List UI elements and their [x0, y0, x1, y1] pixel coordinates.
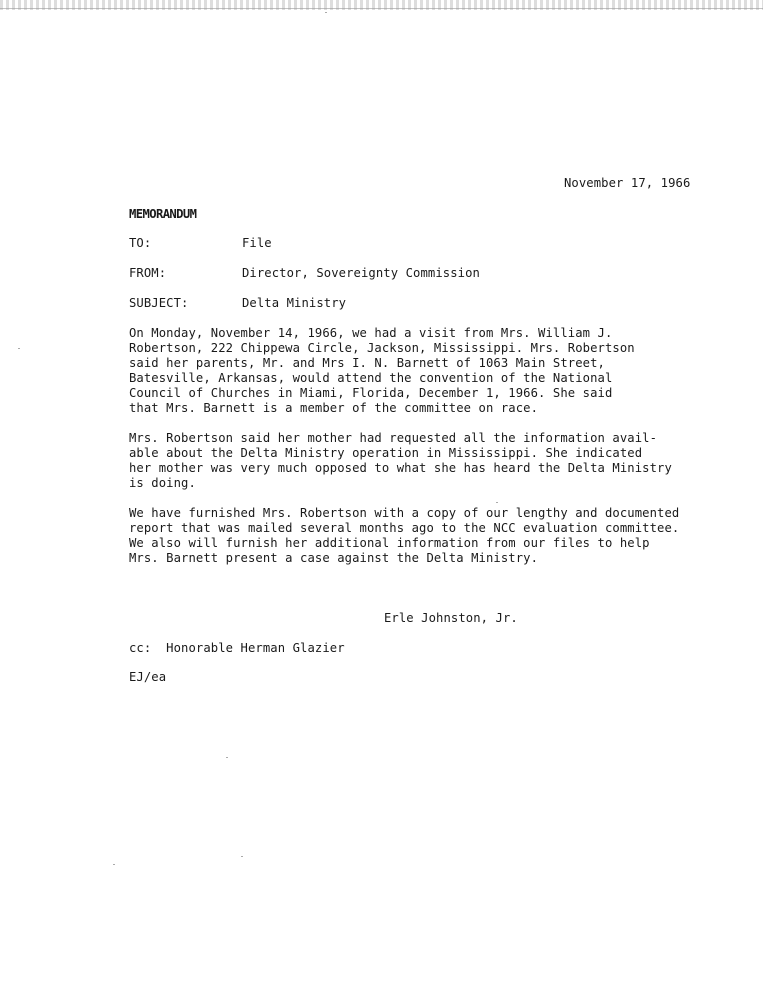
- scan-top-edge-line: [0, 8, 763, 9]
- from-value: Director, Sovereignty Commission: [242, 266, 480, 280]
- memo-type-label: MEMORANDUM: [129, 207, 197, 221]
- scan-speck: [226, 757, 228, 758]
- to-label: TO:: [129, 236, 152, 250]
- scan-speck: [496, 502, 498, 503]
- memo-date: November 17, 1966: [564, 176, 691, 190]
- to-value: File: [242, 236, 272, 250]
- subject-label: SUBJECT:: [129, 296, 189, 310]
- scan-speck: [241, 856, 243, 857]
- scan-speck: [18, 348, 20, 349]
- subject-value: Delta Ministry: [242, 296, 347, 310]
- body-paragraph-1: On Monday, November 14, 1966, we had a visit from Mrs. William J. Robertson, 222 Chippewa Circle, Jackson, Mississippi. Mrs. Robertson said her parents, Mr. and Mrs I. N. Barnett of 1063 Main Street, Batesville, Arkansas, would attend the convention of the National Council of Churches in Miami, Florida, December 1, 1966. She said that Mrs. Barnett is a member of the committee on race.: [129, 326, 635, 415]
- from-label: FROM:: [129, 266, 167, 280]
- body-paragraph-2: Mrs. Robertson said her mother had requested all the information avail- able about the Delta Ministry operation in Mississippi. She indicated her mother was very much opposed to what she has heard the Delta Ministry is doing.: [129, 431, 672, 490]
- body-paragraph-3: We have furnished Mrs. Robertson with a copy of our lengthy and documented report that was mailed several months ago to the NCC evaluation committee. We also will furnish her additional information from our files to help Mrs. Barnett present a case against the Delta Ministry.: [129, 506, 680, 565]
- cc-line: cc: Honorable Herman Glazier: [129, 641, 345, 655]
- signature-line: Erle Johnston, Jr.: [384, 611, 518, 625]
- scan-speck: [113, 864, 115, 865]
- scan-speck: [325, 12, 327, 13]
- typist-initials: EJ/ea: [129, 670, 167, 684]
